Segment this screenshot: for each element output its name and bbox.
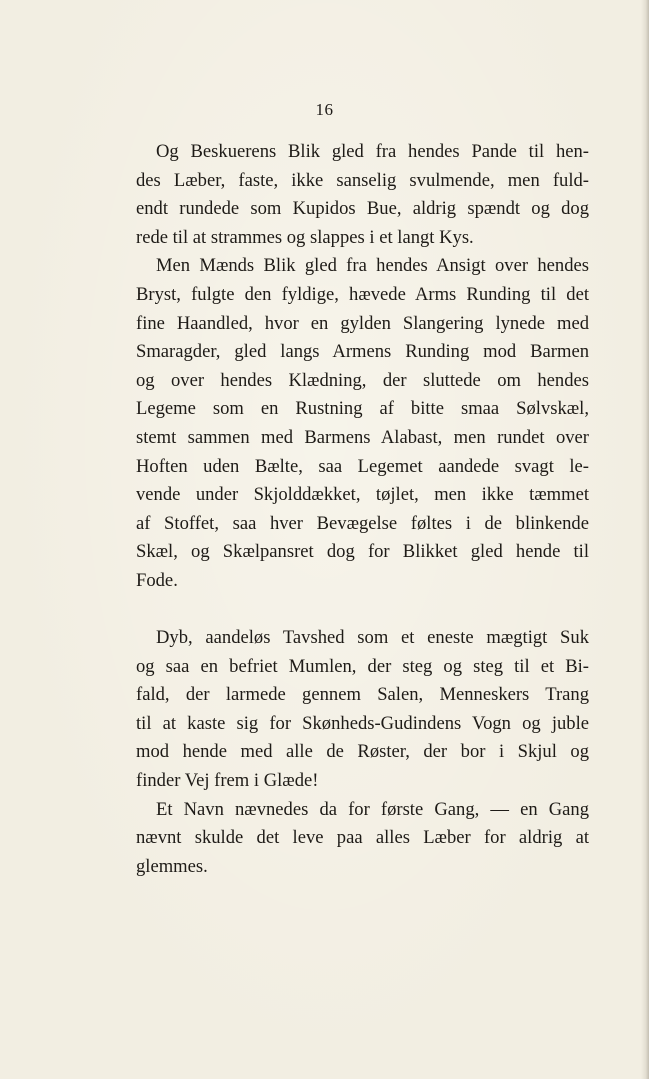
text-line: Smaragder, gled langs Armens Runding mod Barmen <box>136 341 589 363</box>
body-text <box>136 138 589 881</box>
text-line: Skæl, og Skælpansret dog for Blikket gled hende til <box>136 541 589 563</box>
text-line: fald, der larmede gennem Salen, Menneskers Trang <box>136 684 589 706</box>
paragraph-spacer <box>136 596 589 625</box>
text-line: finder Vej frem i Glæde! <box>136 770 319 792</box>
text-line: og over hendes Klædning, der sluttede om hendes <box>136 369 589 391</box>
text-line: rede til at strammes og slappes i et langt Kys. <box>136 226 474 248</box>
text-line: Bryst, fulgte den fyldige, hævede Arms Runding til det <box>136 283 589 305</box>
page-edge-shadow <box>641 0 649 1079</box>
paragraph <box>136 252 589 595</box>
text-line: af Stoffet, saa hver Bevægelse føltes i de blinkende <box>136 512 589 534</box>
text-line: mod hende med alle de Røster, der bor i Skjul og <box>136 741 589 763</box>
text-line: Dyb, aandeløs Tavshed som et eneste mægtigt Suk <box>156 627 589 649</box>
text-line: Et Navn nævnedes da for første Gang, — en Gang <box>156 798 589 820</box>
paragraph <box>136 796 589 882</box>
page-number: 16 <box>315 100 334 119</box>
text-line: endt rundede som Kupidos Bue, aldrig spændt og dog <box>136 198 589 220</box>
text-line: vende under Skjolddækket, tøjlet, men ikke tæmmet <box>136 484 589 506</box>
text-line: Hoften uden Bælte, saa Legemet aandede svagt le- <box>136 455 589 477</box>
text-line: stemt sammen med Barmens Alabast, men rundet over <box>136 426 589 448</box>
text-line: glemmes. <box>136 855 208 877</box>
text-line: og saa en befriet Mumlen, der steg og steg til et Bi- <box>136 655 589 677</box>
text-line: Og Beskuerens Blik gled fra hendes Pande til hen- <box>156 141 589 162</box>
paragraph <box>136 624 589 796</box>
text-line: Legeme som en Rustning af bitte smaa Sølvskæl, <box>136 398 589 420</box>
text-line: fine Haandled, hvor en gylden Slangering lynede med <box>136 312 589 334</box>
paragraph <box>136 138 589 252</box>
text-line: nævnt skulde det leve paa alles Læber for aldrig at <box>136 827 589 849</box>
text-line: Men Mænds Blik gled fra hendes Ansigt over hendes <box>156 255 589 277</box>
text-line: des Læber, faste, ikke sanselig svulmende, men fuld- <box>136 169 589 191</box>
text-line: til at kaste sig for Skønheds-Gudindens Vogn og juble <box>136 712 589 734</box>
text-line: Fode. <box>136 569 178 591</box>
